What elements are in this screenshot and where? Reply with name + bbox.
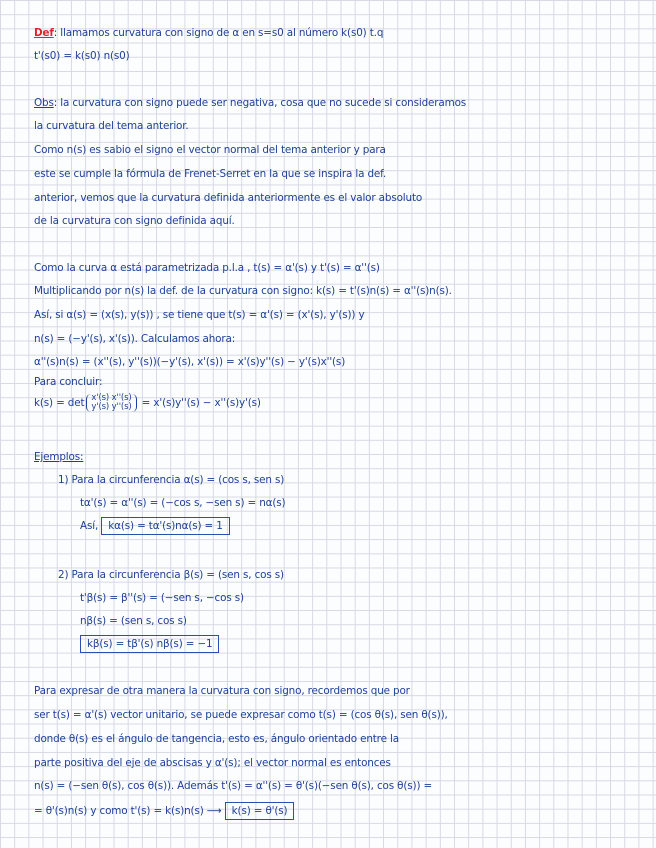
observation-text-1: : la curvatura con signo puede ser negativa, cosa que no sucede si consideramos: [53, 97, 467, 109]
example-1-boxed-result: kα(s) = tα'(s)nα(s) = 1: [101, 517, 229, 535]
example-1-line-1: 1) Para la circunferencia α(s) = (cos s, sen s): [58, 474, 285, 486]
final-line-1: Para expresar de otra manera la curvatura con signo, recordemos que por: [34, 685, 410, 697]
observation-line-6: de la curvatura con signo definida aquí.: [34, 215, 235, 227]
example-2-result: [80, 637, 650, 653]
definition-line-2: t'(s0) = k(s0) n(s0): [34, 50, 130, 62]
example-2-line-2: t'β(s) = β''(s) = (−sen s, −cos s): [80, 592, 244, 604]
final-line-2: ser t(s) = α'(s) vector unitario, se puede expresar como t(s) = (cos θ(s), sen θ(s)),: [34, 709, 448, 721]
example-2-line-3: nβ(s) = (sen s, cos s): [80, 615, 187, 627]
observation-line-1: [34, 97, 650, 110]
observation-line-5: anterior, vemos que la curvatura definida anteriormente es el valor absoluto: [34, 192, 423, 204]
final-line-5: n(s) = (−sen θ(s), cos θ(s)). Además t'(s) = α''(s) = θ'(s)(−sen θ(s), cos θ(s)) =: [34, 780, 433, 792]
final-line-6: [34, 804, 650, 820]
final-line-3: donde θ(s) es el ángulo de tangencia, esto es, ángulo orientado entre la: [34, 733, 399, 745]
derivation-line-4: n(s) = (−y'(s), x'(s)). Calculamos ahora:: [34, 333, 236, 345]
determinant-formula: [34, 394, 650, 412]
final-line-4: parte positiva del eje de abscisas y α'(s); el vector normal es entonces: [34, 757, 391, 769]
definition-text-1: : llamamos curvatura con signo de α en s=s0 al número k(s0) t.q: [53, 27, 384, 39]
example-1-line-2: tα'(s) = α''(s) = (−cos s, −sen s) = nα(s): [80, 497, 286, 509]
determinant-right: = x'(s)y''(s) − x''(s)y'(s): [138, 397, 261, 409]
final-boxed-result: k(s) = θ'(s): [225, 802, 295, 820]
example-2-line-1: 2) Para la circunferencia β(s) = (sen s, cos s): [58, 569, 284, 581]
observation-line-4: este se cumple la fórmula de Frenet-Serret en la que se inspira la def.: [34, 168, 387, 180]
derivation-line-5: α''(s)n(s) = (x''(s), y''(s))(−y'(s), x'(s)) = x'(s)y''(s) − y'(s)x''(s): [34, 356, 346, 368]
matrix-row-1: x'(s) x''(s): [91, 393, 132, 403]
derivation-line-2: Multiplicando por n(s) la def. de la curvatura con signo: k(s) = t'(s)n(s) = α''(s)n(s).: [34, 285, 452, 297]
definition-label: Def: [34, 27, 54, 39]
derivation-line-1: Como la curva α está parametrizada p.l.a , t(s) = α'(s) y t'(s) = α''(s): [34, 262, 380, 274]
example-1-prefix: Así,: [80, 520, 99, 532]
observation-label: Obs: [34, 97, 54, 109]
examples-heading: [34, 451, 650, 464]
matrix-row-2: y'(s) y''(s): [91, 402, 132, 412]
derivation-line-6: Para concluir:: [34, 376, 103, 388]
example-2-boxed-result: kβ(s) = tβ'(s) nβ(s) = −1: [80, 635, 219, 653]
determinant-matrix: [86, 394, 136, 412]
final-line-6-text: = θ'(s)n(s) y como t'(s) = k(s)n(s) ⟶: [34, 805, 222, 817]
determinant-left: k(s) = det: [34, 397, 85, 409]
example-1-result: [80, 519, 650, 535]
derivation-line-3: Así, si α(s) = (x(s), y(s)) , se tiene que t(s) = α'(s) = (x'(s), y'(s)) y: [34, 309, 365, 321]
definition-line-1: [34, 27, 650, 40]
observation-line-3: Como n(s) es sabio el signo el vector normal del tema anterior y para: [34, 144, 386, 156]
observation-line-2: la curvatura del tema anterior.: [34, 120, 189, 132]
examples-heading-text: Ejemplos:: [34, 451, 84, 463]
